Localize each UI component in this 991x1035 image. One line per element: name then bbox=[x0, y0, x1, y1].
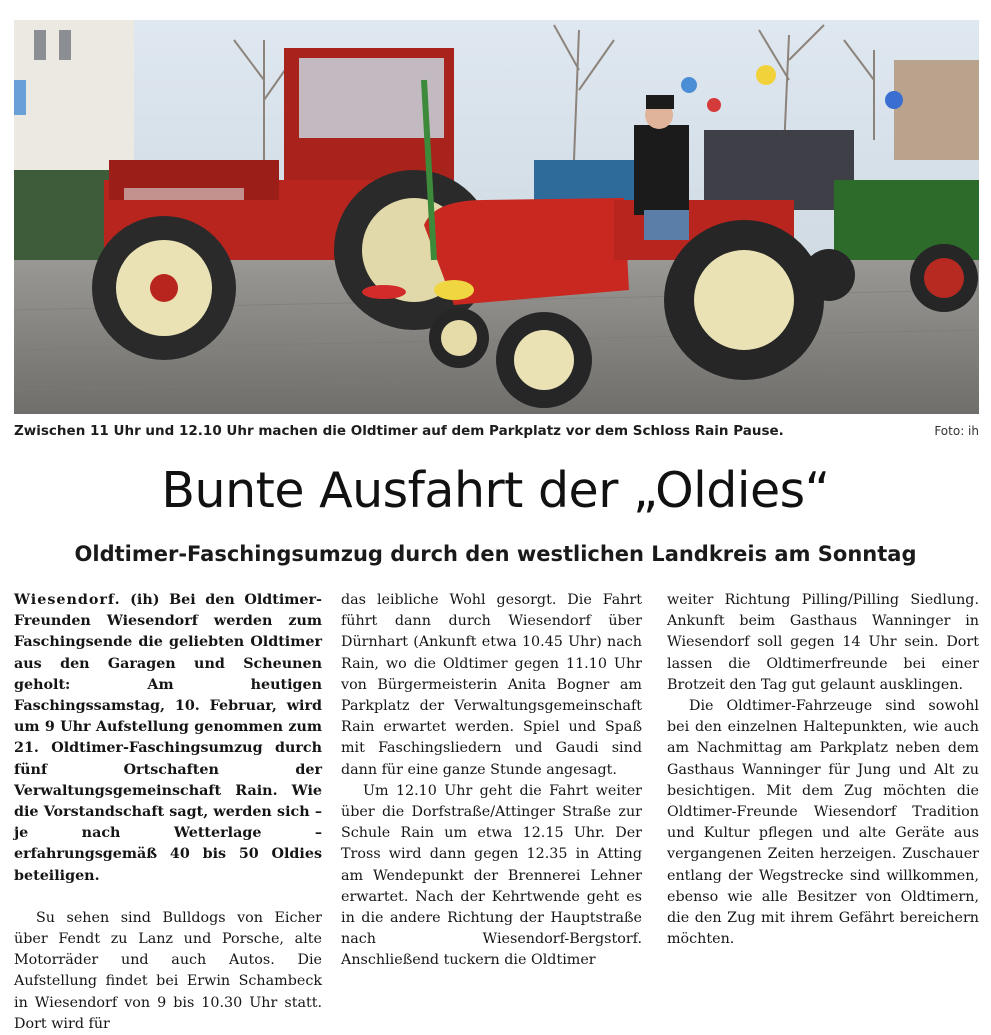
article-column-2 bbox=[341, 590, 642, 1020]
article-subheadline: Oldtimer-Faschingsumzug durch den westlichen Landkreis am Sonntag bbox=[74, 542, 917, 566]
article-headline: Bunte Ausfahrt der „Oldies“ bbox=[161, 462, 830, 519]
article-column-1 bbox=[14, 590, 322, 1032]
dateline: Wiesendorf. bbox=[14, 592, 121, 608]
lead-text: (ih) Bei den Oldtimer-Freunden Wiesendorf werden zum Faschingsende die geliebten Oldtimer aus den Garagen und Scheunen geholt: Am heutigen Faschingssamstag, 10. Februar, wird um 9 Uhr Aufstellung genommen zum 21. Oldtimer-Faschingsumzug durch fünf Ortschaften der Verwaltungsgemeinschaft Rain. Wie die Vorstandschaft sagt, werden sich – je nach Wetterlage – erfahrungsgemäß 40 bis 50 Oldies beteiligen. bbox=[14, 592, 322, 884]
photo-caption bbox=[14, 423, 979, 445]
article-paragraph: Die Oldtimer-Fahrzeuge sind sowohl bei den einzelnen Haltepunkten, wie auch am Nachmittag am Parkplatz neben dem Gasthaus Wanninger für Jung und Alt zu besichtigen. Mit dem Zug möchten die Oldtimer-Freunde Wiesendorf Tradition und Kultur pflegen und alte Geräte aus vergangenen Zeiten herzeigen. Zuschauer entlang der Wegstrecke sind willkommen, ebenso wie alle Besitzer von Oldtimern, die den Zug mit ihrem Gefährt bereichern möchten. bbox=[667, 698, 979, 948]
article-paragraph: Um 12.10 Uhr geht die Fahrt weiter über die Dorfstraße/Attinger Straße zur Schule Rain um etwa 12.15 Uhr. Der Tross wird dann gegen 12.35 in Atting am Wendepunkt der Brennerei Lehner erwartet. Nach der Kehrtwende geht es in die andere Richtung der Hauptstraße nach Wiesendorf-Bergstorf. Anschließend tuckern die Oldtimer bbox=[341, 782, 642, 969]
article-column-3 bbox=[667, 590, 979, 1020]
article-lead bbox=[14, 590, 322, 887]
photo-credit: Foto: ih bbox=[934, 424, 979, 438]
caption-text: Zwischen 11 Uhr und 12.10 Uhr machen die Oldtimer auf dem Parkplatz vor dem Schloss Rain Pause. bbox=[14, 423, 784, 439]
article-paragraph: weiter Richtung Pilling/Pilling Siedlung. Ankunft beim Gasthaus Wanninger in Wiesendorf soll gegen 14 Uhr sein. Dort lassen die Oldtimerfreunde bei einer Brotzeit den Tag gut gelaunt ausklingen. bbox=[667, 592, 979, 693]
article-paragraph: das leibliche Wohl gesorgt. Die Fahrt führt dann durch Wiesendorf über Dürnhart (Ankunft etwa 10.45 Uhr) nach Rain, wo die Oldtimer gegen 11.10 Uhr von Bürgermeisterin Anita Bogner am Parkplatz der Verwaltungsgemeinschaft Rain erwartet werden. Spiel und Spaß mit Faschingsliedern und Gaudi sind dann für eine ganze Stunde angesagt. bbox=[341, 592, 642, 778]
article-paragraph: Su sehen sind Bulldogs von Eicher über Fendt zu Lanz und Porsche, alte Motorräder und auch Autos. Die Aufstellung findet bei Erwin Schambeck in Wiesendorf von 9 bis 10.30 Uhr statt. Dort wird für bbox=[14, 909, 322, 1032]
tractor-parade-photo bbox=[14, 20, 979, 414]
article-photo bbox=[14, 20, 979, 414]
